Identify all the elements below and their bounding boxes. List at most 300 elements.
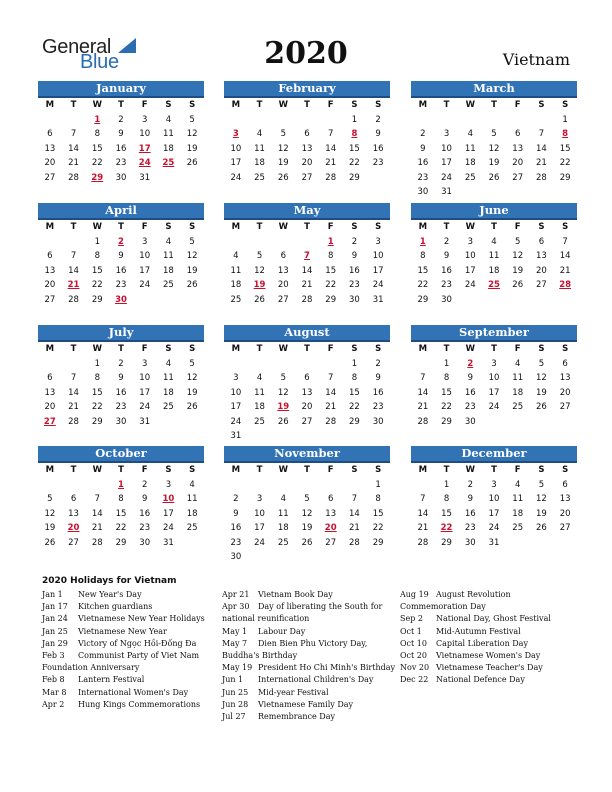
day-cell: 15 [372, 508, 384, 519]
day-cell: 17 [230, 158, 242, 168]
day-cell: 9 [351, 251, 358, 261]
day-cell: 26 [277, 416, 289, 427]
day-cell: 16 [372, 143, 384, 154]
day-cell: 19 [301, 523, 313, 533]
day-cell: 27 [325, 537, 337, 548]
day-cell: 18 [186, 508, 198, 519]
day-cell: 10 [254, 508, 265, 519]
empty-cell [411, 113, 435, 128]
holiday-day: 21 [67, 280, 80, 290]
day-cell: 4 [467, 129, 473, 139]
holiday-name: Hung Kings Commemorations [78, 699, 201, 709]
day-cell: 10 [488, 373, 500, 383]
day-cell: 14 [325, 387, 337, 398]
weekday-header: W [465, 344, 475, 354]
day-cell: 12 [277, 387, 289, 398]
weekday-header: T [304, 344, 310, 354]
weekday-header: S [538, 100, 545, 110]
day-cell: 26 [44, 537, 56, 548]
day-cell: 9 [467, 373, 473, 383]
day-cell: 23 [464, 523, 476, 533]
day-cell: 26 [536, 402, 547, 412]
day-cell: 23 [115, 280, 127, 290]
holiday-row [42, 674, 205, 686]
holiday-name: Vietnamese New Year [78, 626, 167, 636]
holiday-column [400, 589, 551, 687]
day-cell: 27 [68, 537, 79, 548]
day-cell: 6 [538, 236, 545, 247]
holiday-row [400, 613, 551, 625]
day-cell: 22 [115, 523, 127, 533]
weekday-header: T [118, 465, 124, 475]
day-cell: 24 [254, 537, 265, 548]
day-cell: 31 [488, 537, 500, 548]
empty-cell [38, 113, 62, 128]
holiday-name: Day of liberating the South for [258, 602, 383, 612]
day-cell: 4 [514, 479, 521, 490]
weekday-header: M [231, 344, 241, 354]
empty-cell [343, 478, 367, 493]
day-cell: 25 [512, 402, 524, 412]
empty-cell [458, 113, 482, 128]
day-cell: 1 [443, 358, 450, 369]
day-cell: 17 [139, 265, 151, 276]
day-cell: 5 [189, 358, 195, 369]
day-cell: 11 [277, 508, 289, 519]
holiday-name: Vietnamese Women's Day [436, 650, 541, 660]
empty-cell [482, 113, 506, 128]
weekday-header: T [118, 222, 124, 232]
day-cell: 27 [301, 172, 313, 183]
day-cell: 4 [256, 373, 263, 383]
day-cell: 13 [44, 265, 56, 276]
day-cell: 4 [491, 236, 497, 247]
empty-cell [271, 235, 295, 250]
weekday-header: T [491, 100, 497, 110]
holiday-day: 1 [118, 479, 124, 490]
day-cell: 20 [301, 158, 313, 168]
empty-cell [248, 478, 272, 493]
weekday-header: M [418, 465, 428, 475]
day-cell: 21 [349, 523, 360, 533]
weekday-header: S [538, 344, 545, 354]
weekday-header: S [189, 222, 196, 232]
day-cell: 14 [349, 508, 360, 519]
holiday-row [222, 638, 395, 650]
holiday-day: 1 [94, 114, 101, 125]
empty-cell [319, 478, 343, 493]
day-cell: 16 [417, 158, 429, 168]
weekday-header: F [327, 344, 334, 354]
day-cell: 20 [559, 387, 571, 398]
day-cell: 27 [277, 294, 289, 305]
empty-cell [271, 357, 295, 372]
holiday-row [42, 613, 205, 625]
holiday-name: Buddha's Birthday [222, 650, 298, 660]
day-cell: 12 [301, 508, 313, 519]
weekday-header: T [491, 222, 497, 232]
day-cell: 20 [277, 280, 289, 290]
day-cell: 18 [277, 523, 289, 533]
day-cell: 17 [372, 265, 384, 276]
day-cell: 26 [254, 294, 265, 305]
day-cell: 8 [443, 373, 450, 383]
day-cell: 26 [186, 158, 198, 168]
day-cell: 6 [47, 129, 53, 139]
day-cell: 26 [536, 523, 547, 533]
holiday-day: 8 [351, 129, 358, 139]
weekday-header: W [465, 100, 475, 110]
holiday-date: Jul 27 [222, 711, 246, 721]
day-cell: 12 [254, 265, 265, 276]
holiday-date: Apr 30 [222, 602, 250, 612]
day-cell: 22 [325, 280, 337, 290]
month-header: August [224, 325, 390, 342]
day-cell: 18 [488, 265, 500, 276]
day-cell: 14 [68, 387, 79, 398]
month-september [411, 325, 577, 429]
weekday-header: S [189, 465, 196, 475]
holiday-name: New Year's Day [78, 590, 142, 599]
day-cell: 16 [139, 508, 151, 519]
empty-cell [224, 357, 248, 372]
day-cell: 25 [163, 402, 174, 412]
day-cell: 4 [165, 114, 172, 125]
holiday-row [222, 687, 395, 699]
day-cell: 24 [488, 402, 500, 412]
weekday-header: S [375, 465, 382, 475]
empty-cell [248, 357, 272, 372]
day-cell: 19 [44, 523, 56, 533]
day-cell: 4 [233, 251, 239, 261]
day-cell: 13 [559, 494, 571, 504]
month-grid [411, 98, 577, 200]
day-cell: 13 [325, 508, 337, 519]
day-cell: 11 [163, 373, 174, 383]
holiday-date: Mar 8 [42, 687, 67, 697]
month-grid [38, 463, 204, 550]
weekday-header: M [45, 344, 55, 354]
day-cell: 16 [230, 523, 242, 533]
day-cell: 11 [464, 143, 476, 154]
day-cell: 26 [186, 402, 198, 412]
weekday-header: W [278, 100, 288, 110]
empty-cell [38, 478, 62, 493]
weekday-header: T [256, 465, 263, 475]
day-cell: 28 [301, 294, 313, 305]
day-cell: 30 [464, 537, 476, 548]
empty-cell [224, 113, 248, 128]
weekday-header: S [562, 344, 569, 354]
holiday-day: 1 [327, 236, 334, 247]
day-cell: 7 [327, 129, 334, 139]
day-cell: 3 [443, 129, 450, 139]
day-cell: 21 [559, 265, 571, 276]
weekday-header: T [256, 222, 263, 232]
month-grid [38, 98, 204, 185]
day-cell: 16 [464, 508, 476, 519]
day-cell: 28 [417, 537, 429, 548]
holiday-date: Jan 17 [42, 602, 68, 612]
day-cell: 28 [68, 172, 79, 183]
day-cell: 14 [68, 265, 79, 276]
day-cell: 16 [349, 265, 360, 276]
month-february [224, 81, 390, 185]
day-cell: 16 [115, 387, 127, 398]
day-cell: 6 [304, 129, 310, 139]
page-title: 2020 [264, 36, 348, 71]
day-cell: 4 [514, 358, 521, 369]
day-cell: 7 [562, 236, 568, 247]
day-cell: 10 [139, 373, 151, 383]
weekday-header: F [141, 222, 148, 232]
month-grid [411, 463, 577, 550]
holiday-date: May 1 [222, 626, 248, 636]
weekday-header: S [562, 100, 569, 110]
day-cell: 27 [44, 294, 56, 305]
weekday-header: S [189, 100, 196, 110]
day-cell: 9 [118, 373, 124, 383]
month-grid [224, 463, 390, 565]
day-cell: 7 [327, 373, 334, 383]
weekday-header: W [92, 222, 102, 232]
day-cell: 14 [417, 508, 429, 519]
day-cell: 21 [417, 523, 429, 533]
day-cell: 17 [230, 402, 242, 412]
day-cell: 30 [230, 552, 242, 562]
day-cell: 6 [47, 251, 53, 261]
weekday-header: M [418, 222, 428, 232]
holiday-date: Jan 1 [42, 590, 63, 599]
day-cell: 5 [538, 479, 545, 490]
day-cell: 11 [512, 494, 524, 504]
holiday-day: 8 [562, 129, 569, 139]
day-cell: 20 [301, 402, 313, 412]
day-cell: 25 [254, 416, 265, 427]
day-cell: 30 [115, 172, 127, 183]
day-cell: 5 [189, 236, 195, 247]
holiday-date: Dec 22 [400, 675, 429, 685]
day-cell: 7 [420, 373, 426, 383]
day-cell: 10 [139, 251, 151, 261]
day-cell: 19 [536, 508, 547, 519]
day-cell: 18 [163, 265, 174, 276]
day-cell: 1 [443, 479, 450, 490]
day-cell: 8 [351, 373, 358, 383]
day-cell: 8 [94, 251, 100, 261]
day-cell: 1 [375, 479, 381, 490]
weekday-header: S [165, 465, 172, 475]
day-cell: 15 [91, 265, 103, 276]
holiday-name: Vietnamese Family Day [258, 699, 354, 709]
day-cell: 29 [91, 416, 103, 427]
day-cell: 6 [47, 373, 53, 383]
day-cell: 3 [491, 358, 497, 369]
weekday-header: T [256, 344, 263, 354]
day-cell: 9 [141, 494, 148, 504]
weekday-header: T [70, 465, 77, 475]
day-cell: 15 [349, 143, 360, 154]
holiday-row [222, 650, 395, 662]
holiday-name: Labour Day [258, 626, 306, 636]
day-cell: 25 [464, 172, 476, 183]
holiday-date: Jun 1 [222, 675, 244, 685]
day-cell: 29 [441, 537, 452, 548]
holiday-column [42, 589, 205, 711]
weekday-header: T [443, 100, 450, 110]
day-cell: 12 [536, 494, 547, 504]
holiday-date: Feb 3 [42, 650, 65, 660]
day-cell: 11 [230, 265, 242, 276]
month-header: September [411, 325, 577, 342]
weekday-header: W [278, 344, 288, 354]
day-cell: 23 [417, 172, 429, 183]
day-cell: 10 [441, 143, 452, 154]
weekday-header: W [278, 222, 288, 232]
day-cell: 21 [325, 402, 337, 412]
day-cell: 28 [91, 537, 103, 548]
weekday-header: F [327, 222, 334, 232]
weekday-header: F [514, 100, 521, 110]
weekday-header: S [351, 465, 358, 475]
day-cell: 20 [559, 508, 571, 519]
day-cell: 24 [464, 280, 476, 290]
day-cell: 8 [94, 373, 100, 383]
day-cell: 25 [254, 172, 265, 183]
weekday-header: S [562, 465, 569, 475]
holiday-name: Kitchen guardians [78, 602, 153, 612]
day-cell: 25 [230, 294, 242, 305]
day-cell: 17 [441, 158, 452, 168]
day-cell: 3 [141, 114, 148, 125]
day-cell: 17 [139, 387, 151, 398]
weekday-header: T [443, 222, 450, 232]
day-cell: 19 [536, 387, 547, 398]
holiday-row [400, 662, 551, 674]
day-cell: 9 [233, 508, 239, 519]
holiday-day: 25 [488, 280, 500, 290]
month-header: December [411, 446, 577, 463]
weekday-header: T [491, 465, 497, 475]
empty-cell [295, 235, 319, 250]
day-cell: 11 [186, 494, 198, 504]
holiday-date: Oct 10 [400, 638, 427, 648]
weekday-header: S [375, 100, 382, 110]
weekday-header: S [165, 344, 172, 354]
day-cell: 12 [488, 143, 500, 154]
holiday-column [222, 589, 395, 723]
empty-cell [530, 113, 554, 128]
holiday-row [400, 638, 551, 650]
day-cell: 24 [230, 172, 242, 183]
month-march [411, 81, 577, 200]
weekday-header: S [351, 222, 358, 232]
weekday-header: S [351, 100, 358, 110]
day-cell: 27 [44, 172, 56, 183]
day-cell: 10 [139, 129, 151, 139]
day-cell: 19 [488, 158, 500, 168]
day-cell: 15 [349, 387, 360, 398]
day-cell: 13 [559, 373, 571, 383]
day-cell: 20 [44, 158, 56, 168]
day-cell: 23 [139, 523, 151, 533]
month-header: July [38, 325, 204, 342]
holiday-row [222, 662, 395, 674]
month-june [411, 203, 577, 307]
day-cell: 11 [254, 143, 265, 154]
holiday-name: International Children's Day [258, 675, 374, 685]
weekday-header: W [92, 344, 102, 354]
month-header: October [38, 446, 204, 463]
day-cell: 21 [91, 523, 103, 533]
empty-cell [62, 357, 86, 372]
day-cell: 2 [375, 358, 381, 369]
day-cell: 29 [372, 537, 384, 548]
holiday-name: President Ho Chi Minh's Birthday [258, 663, 396, 673]
day-cell: 29 [115, 537, 127, 548]
weekday-header: S [165, 100, 172, 110]
day-cell: 22 [349, 158, 360, 168]
day-cell: 12 [186, 373, 198, 383]
empty-cell [62, 113, 86, 128]
day-cell: 26 [301, 537, 313, 548]
holiday-name: Capital Liberation Day [436, 638, 528, 648]
holiday-day: 17 [138, 143, 151, 154]
country-label: Vietnam [502, 50, 570, 69]
holiday-date: Oct 20 [400, 650, 427, 660]
day-cell: 17 [254, 523, 265, 533]
day-cell: 20 [44, 402, 56, 412]
day-cell: 5 [47, 494, 53, 504]
day-cell: 3 [375, 236, 381, 247]
day-cell: 28 [349, 537, 360, 548]
day-cell: 8 [327, 251, 334, 261]
day-cell: 14 [417, 387, 429, 398]
day-cell: 23 [115, 402, 127, 412]
holiday-name: Vietnamese Teacher's Day [436, 663, 543, 673]
day-cell: 10 [488, 494, 500, 504]
day-cell: 9 [375, 129, 381, 139]
day-cell: 21 [68, 158, 79, 168]
day-cell: 2 [467, 479, 473, 490]
day-cell: 2 [118, 358, 124, 369]
day-cell: 4 [189, 479, 195, 490]
holiday-day: 7 [304, 251, 310, 261]
empty-cell [295, 357, 319, 372]
day-cell: 18 [512, 387, 524, 398]
weekday-header: S [538, 465, 545, 475]
weekday-header: W [92, 100, 102, 110]
holiday-name: International Women's Day [78, 687, 189, 697]
holiday-row [400, 626, 551, 638]
weekday-header: T [118, 344, 124, 354]
day-cell: 16 [464, 387, 476, 398]
weekday-header: T [304, 222, 310, 232]
day-cell: 17 [488, 387, 500, 398]
day-cell: 11 [163, 251, 174, 261]
holiday-name: National Defence Day [436, 675, 525, 685]
empty-cell [62, 235, 86, 250]
weekday-header: F [327, 465, 334, 475]
day-cell: 23 [441, 280, 452, 290]
day-cell: 30 [349, 294, 360, 305]
empty-cell [271, 113, 295, 128]
weekday-header: S [189, 344, 196, 354]
holiday-name: Commemoration Day [400, 602, 486, 612]
day-cell: 15 [417, 265, 429, 276]
holiday-row [42, 650, 205, 662]
day-cell: 18 [163, 143, 174, 154]
